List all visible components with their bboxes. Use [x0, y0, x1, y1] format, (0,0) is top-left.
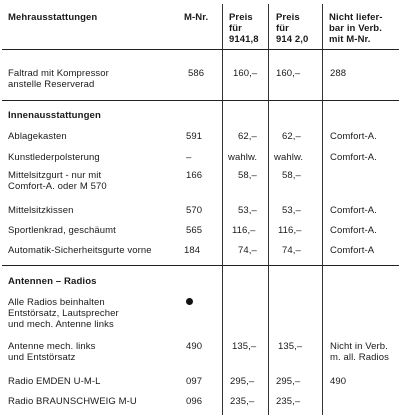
section-heading: Antennen – Radios — [8, 276, 97, 287]
item-mnr: 096 — [186, 396, 203, 407]
item-note: Comfort-A. — [330, 205, 377, 216]
header-note-line3: mit M-Nr. — [329, 34, 371, 45]
item-name: Radio EMDEN U-M-L — [8, 376, 101, 387]
item-name: Kunstlederpolsterung — [8, 152, 100, 163]
item-price1: wahlw. — [228, 152, 258, 163]
item-price2: 235,– — [276, 396, 301, 407]
column-rule-3 — [322, 4, 323, 415]
header-note-line2: bar in Verb. — [329, 23, 382, 34]
item-name: Antenne mech. links — [8, 341, 96, 352]
item-name: Alle Radios beinhalten — [8, 297, 105, 308]
item-price2: 58,– — [282, 170, 301, 181]
section-rule — [2, 265, 399, 266]
item-name: Entstörsatz, Lautsprecher — [8, 308, 119, 319]
header-note-line1: Nicht liefer- — [329, 12, 383, 23]
item-mnr: 097 — [186, 376, 203, 387]
header-mnr: M-Nr. — [184, 12, 209, 23]
item-mnr: 166 — [186, 170, 203, 181]
column-rule-1 — [222, 4, 223, 415]
item-price2: 160,– — [276, 68, 301, 79]
item-price2: 116,– — [278, 225, 302, 236]
item-note: Comfort-A. — [330, 152, 377, 163]
item-note: 490 — [330, 376, 347, 387]
item-note: m. all. Radios — [330, 352, 389, 363]
item-price1: 58,– — [238, 170, 257, 181]
item-price1: 235,– — [230, 396, 255, 407]
item-price1: 74,– — [238, 245, 257, 256]
item-price1: 135,– — [232, 341, 257, 352]
item-price2: 295,– — [276, 376, 301, 387]
section-rule — [2, 100, 399, 101]
header-price1-line3: 9141,8 — [229, 34, 259, 45]
item-note: Comfort-A. — [330, 225, 377, 236]
header-price1-line1: Preis — [229, 12, 253, 23]
item-note: Comfort-A — [330, 245, 375, 256]
item-mnr: 565 — [186, 225, 203, 236]
item-price1: 295,– — [230, 376, 255, 387]
header-price2-line1: Preis — [276, 12, 300, 23]
item-name: Automatik-Sicherheitsgurte vorne — [8, 245, 152, 256]
item-name: Ablagekasten — [8, 131, 67, 142]
item-mnr: 586 — [188, 68, 205, 79]
item-mnr: – — [186, 152, 192, 163]
item-price1: 160,– — [233, 68, 258, 79]
item-mnr: 591 — [186, 131, 203, 142]
item-name: Faltrad mit Kompressor — [8, 68, 109, 79]
item-mnr: 490 — [186, 341, 203, 352]
column-rule-2 — [268, 4, 269, 415]
item-name: Mittelsitzkissen — [8, 205, 74, 216]
item-mnr: 570 — [186, 205, 203, 216]
item-price2: 62,– — [282, 131, 301, 142]
item-name: Mittelsitzgurt - nur mit — [8, 170, 102, 181]
header-rule — [2, 49, 399, 50]
item-note: Nicht in Verb. — [330, 341, 388, 352]
item-name: und mech. Antenne links — [8, 319, 114, 330]
item-price1: 62,– — [238, 131, 257, 142]
item-name: und Entstörsatz — [8, 352, 76, 363]
item-note: Comfort-A. — [330, 131, 377, 142]
item-mnr: 184 — [184, 245, 201, 256]
item-name: Radio BRAUNSCHWEIG M-U — [8, 396, 137, 407]
section-heading: Innenausstattungen — [8, 110, 101, 121]
item-note: 288 — [330, 68, 347, 79]
item-price2: 74,– — [282, 245, 301, 256]
item-name: Comfort-A. oder M 570 — [8, 181, 107, 192]
item-price2: wahlw. — [274, 152, 304, 163]
header-item: Mehrausstattungen — [8, 12, 98, 23]
header-price1-line2: für — [229, 23, 242, 34]
item-name: anstelle Reserverad — [8, 79, 95, 90]
included-bullet-icon — [186, 298, 193, 305]
item-price2: 53,– — [282, 205, 301, 216]
header-price2-line2: für — [276, 23, 289, 34]
item-price1: 53,– — [238, 205, 257, 216]
item-price2: 135,– — [278, 341, 303, 352]
item-price1: 116,– — [232, 225, 256, 236]
header-price2-line3: 914 2,0 — [276, 34, 309, 45]
item-name: Sportlenkrad, geschäumt — [8, 225, 116, 236]
